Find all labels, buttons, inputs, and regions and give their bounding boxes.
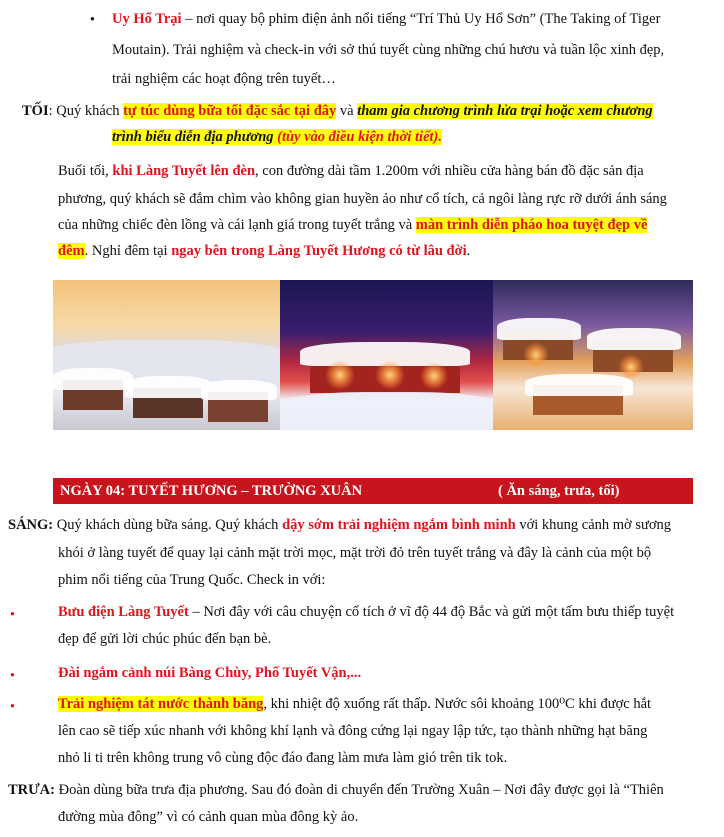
sang-line-1	[8, 512, 671, 538]
uy-ho-trai-title: Uy Hổ Trại	[112, 11, 182, 27]
day-4-header	[53, 478, 693, 504]
sang-text-b: với khung cảnh mờ sương	[515, 517, 672, 533]
viewpoint-line	[58, 660, 361, 686]
ice-water-line-1	[58, 691, 651, 717]
snow-village-photo-3	[493, 280, 693, 430]
evening-red-lantern: khi Làng Tuyết lên đèn	[112, 163, 256, 179]
post-office-title: Bưu điện Làng Tuyết	[58, 604, 189, 620]
ice-water-line-3: nhỏ li ti trên không trung vô cùng độc đáo đang làm mưa làm gió trên tik tok.	[58, 750, 508, 766]
evening-text-e: .	[466, 243, 471, 259]
bullet-dot: ●	[10, 670, 15, 679]
sang-line-3: phim nổi tiếng của Trung Quốc. Check in với:	[58, 572, 326, 588]
sang-label: SÁNG:	[8, 517, 54, 533]
ice-water-line-2: lên cao sẽ tiếp xúc nhanh với không khí lạnh và đông cứng lại ngay lập tức, tạo thành những hạt băng	[58, 723, 648, 739]
evening-line-1	[58, 158, 644, 184]
toi-text-and: và	[336, 103, 358, 119]
evening-line-3	[58, 212, 647, 238]
toi-line-2	[112, 124, 442, 150]
bullet-dot: ●	[10, 701, 15, 710]
toi-text: : Quý khách	[48, 103, 124, 119]
day-4-meals: ( Ăn sáng, trưa, tối)	[498, 483, 620, 499]
evening-text-d: . Nghỉ đêm tại	[84, 243, 172, 259]
photo-row	[53, 280, 693, 430]
trua-line-1	[8, 777, 664, 803]
toi-weather-note: (tùy vào điều kiện thời tiết).	[273, 129, 442, 145]
trua-line-2: đường mùa đông” vì có cảnh quan mùa đông kỳ ảo.	[58, 809, 359, 825]
evening-text-b: , con đường dài tầm 1.200m với nhiều cửa hàng bán đồ đặc sản địa	[255, 163, 644, 179]
toi-highlight-campfire: tham gia chương trình lửa trại hoặc xem chương	[357, 103, 653, 119]
evening-fireworks-highlight: màn trình diễn pháo hoa tuyệt đẹp về	[415, 217, 648, 233]
evening-line-2: phương, quý khách sẽ đắm chìm vào không gian huyền ảo như cổ tích, cả ngôi làng rực rỡ dưới ánh sáng	[58, 191, 667, 207]
toi-highlight-dinner: tự túc dùng bữa tối đặc sắc tại đây	[123, 103, 337, 119]
sang-text: Quý khách dùng bữa sáng. Quý khách	[53, 517, 283, 533]
evening-text-c: của những chiếc đèn lồng và cái lạnh giá trong tuyết trắng và	[58, 217, 416, 233]
intro-text: – nơi quay bộ phim điện ảnh nổi tiếng “Trí Thủ Uy Hổ Sơn” (The Taking of Tiger	[181, 11, 661, 27]
bullet-dot: ●	[90, 14, 95, 23]
post-office-text: – Nơi đây với câu chuyện cổ tích ở vĩ độ 44 độ Bắc và gửi một tấm bưu thiếp tuyệt	[188, 604, 675, 620]
intro-bullet-line-3: trải nghiệm các hoạt động trên tuyết…	[112, 71, 336, 87]
intro-bullet-line-2: Moutain). Trải nghiệm và check-in với sở thú tuyết cùng những chú hươu và tuần lộc xinh đẹp,	[112, 42, 665, 58]
intro-bullet-line-1	[112, 6, 660, 32]
toi-highlight-show: trình biểu diễn địa phương	[112, 129, 274, 145]
evening-night-highlight: đêm	[58, 243, 85, 259]
day-4-title: NGÀY 04: TUYẾT HƯƠNG – TRƯỜNG XUÂN	[60, 483, 363, 499]
toi-label: TỐI	[22, 103, 49, 119]
toi-line-1	[22, 98, 653, 124]
trua-label: TRƯA:	[8, 782, 55, 798]
sang-line-2: khói ở làng tuyết để quay lại cảnh mặt trời mọc, mặt trời đỏ trên tuyết trắng và đây là cảnh của một bộ	[58, 545, 652, 561]
post-office-line-1	[58, 599, 674, 625]
sang-sunrise-red: dậy sớm trải nghiệm ngắm bình minh	[282, 517, 516, 533]
ice-water-text: , khi nhiệt độ xuống rất thấp. Nước sôi khoảng 100⁰C khi được hắt	[263, 696, 652, 712]
trua-text: Đoàn dùng bữa trưa địa phương. Sau đó đoàn di chuyển đến Trường Xuân – Nơi đây được gọi là “Thiên	[54, 782, 664, 798]
evening-line-4	[58, 238, 470, 264]
bullet-dot: ●	[10, 609, 15, 618]
evening-text: Buổi tối,	[58, 163, 113, 179]
viewpoint-title: Đài ngắm cảnh núi Bàng Chùy, Phố Tuyết Vận,...	[58, 665, 362, 681]
ice-water-highlight: Trải nghiệm tát nước thành băng	[58, 696, 264, 712]
evening-stay-red: ngay bên trong Làng Tuyết Hương có từ lâu đời	[171, 243, 467, 259]
snow-village-photo-2	[280, 280, 493, 430]
post-office-line-2: đẹp để gửi lời chúc phúc đến bạn bè.	[58, 631, 272, 647]
snow-village-photo-1	[53, 280, 280, 430]
